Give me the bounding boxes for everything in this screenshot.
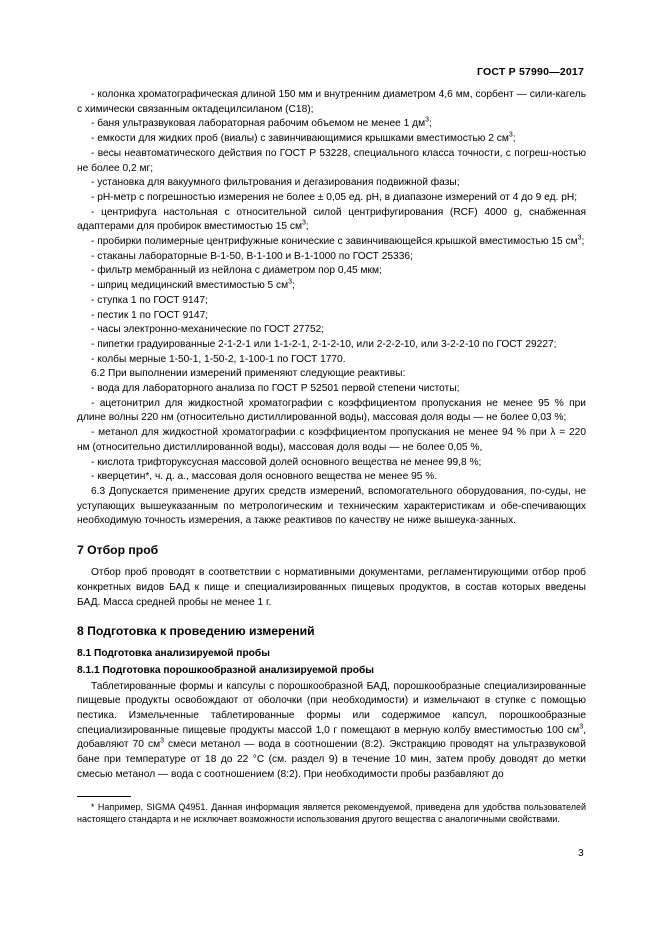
clause-6-3: 6.3 Допускается применение других средств измерений, вспомогательного оборудования, по-суды, не уступающих вышеуказанным по метрологическим и техническим характеристикам и обе-спечивающих необходимую точность измерения, а также реактивов по качеству не ниже вышеука-занных. — [77, 485, 586, 527]
page-number: 3 — [578, 848, 584, 859]
list-item: - ацетонитрил для жидкостной хроматографии с коэффициентом пропускания не менее 95 % при длине волны 220 нм (относительно дистиллированной воды), массовая доля воды — не более 0,03 %; — [77, 397, 586, 424]
section-7-heading: 7 Отбор проб — [77, 543, 159, 558]
list-item: - фильтр мембранный из нейлона с диаметром пор 0,45 мкм; — [91, 265, 382, 277]
list-item: - вода для лабораторного анализа по ГОСТ Р 52501 первой степени чистоты; — [91, 383, 460, 395]
clause-6-2: 6.2 При выполнении измерений применяют следующие реактивы: — [91, 368, 406, 380]
list-item: - часы электронно-механические по ГОСТ 27752; — [91, 324, 325, 336]
footnote-divider — [77, 796, 131, 797]
list-item: - установка для вакуумного фильтрования и дегазирования подвижной фазы; — [91, 177, 460, 189]
standard-number: ГОСТ Р 57990—2017 — [476, 66, 584, 78]
section-8-heading: 8 Подготовка к проведению измерений — [77, 624, 315, 639]
list-item: - колбы мерные 1-50-1, 1-50-2, 1-100-1 по ГОСТ 1770. — [91, 353, 346, 365]
list-item: - центрифуга настольная с относительной силой центрифугирования (RCF) 4000 g, снабженная адаптерами для пробирок вместимостью 15 $см^3$; — [77, 206, 586, 233]
list-item: - пипетки градуированные 2-1-2-1 или 1-1-2-1, 2-1-2-10, или 2-2-2-10, или 3-2-2-10 по ГОСТ 29227; — [91, 338, 557, 350]
document-body — [77, 88, 586, 783]
list-item: - шприц медицинский вместимостью 5 $см^3$; — [91, 278, 295, 292]
list-item: - колонка хроматографическая длиной 150 мм и внутренним диаметром 4,6 мм, сорбент — сили-кагель с химически связанным октадецилсиланом (С18); — [77, 89, 586, 115]
list-item: - стаканы лабораторные В-1-50, В-1-100 и В-1-1000 по ГОСТ 25336; — [91, 250, 413, 262]
list-item: - метанол для жидкостной хроматографии с коэффициентом пропускания не менее 94 % при λ = 220 нм (относительно дистиллированной воды), массовая доля воды — не более 0,05 %, — [77, 427, 586, 453]
subsection-8-1-1-heading: 8.1.1 Подготовка порошкообразной анализируемой пробы — [77, 664, 374, 676]
list-item: - кверцетин*, ч. д. а., массовая доля основного вещества не менее 95 %. — [91, 471, 438, 483]
subsection-8-1-heading: 8.1 Подготовка анализируемой пробы — [77, 648, 270, 660]
list-item: - баня ультразвуковая лабораторная рабочим объемом не менее 1 $дм^3$; — [91, 117, 432, 130]
list-item: - пестик 1 по ГОСТ 9147; — [91, 309, 209, 321]
section-7-text: Отбор проб проводят в соответствии с нормативными документами, регламентирующими отбор проб конкретных видов БАД к пище и специализированных пищевых продуктов, в состав которых введены БАД. Масса средней пробы не менее 1 г. — [77, 567, 586, 608]
list-item: - весы неавтоматического действия по ГОСТ Р 53228, специального класса точности, с погреш-ностью не более 0,2 мг; — [77, 147, 586, 174]
section-8-1-1-text: Таблетированные формы и капсулы с порошкообразной БАД, порошкообразные специализированные пищевые продукты освобождают от оболочки (при необходимости) и измельчают в ступке с помощью пестика. Измельченные таблетированные формы или содержимое капсул, порошкообразные специализированные пищевые продукты массой 1,0 г помещают в мерную колбу вместимостью 100 $см^3$, добавляют 70 $см^3$ смеси метанол — вода в соотношении (8:2). Экстракцию проводят на ультразвуковой бане при температуре от 18 до 22 °С (см. раздел 9) в течение 10 мин, затем пробу доводят до метки смесью метанол — вода с соотношением (8:2). При необходимости пробы разбавляют до — [77, 680, 586, 780]
list-item: - pH-метр с погрешностью измерения не более ± 0,05 ед. pH, в диапазоне измерений от 4 до 9 ед. pH; — [91, 191, 578, 203]
list-item: - емкости для жидких проб (виалы) с завинчивающимися крышками вместимостью 2 $см^3$; — [91, 131, 516, 145]
list-item: - кислота трифторуксусная массовой долей основного вещества не менее 99,8 %; — [91, 456, 482, 468]
list-item: - пробирки полимерные центрифужные конические с завинчивающейся крышкой вместимостью 15 $см^3$; — [91, 234, 585, 248]
list-item: - ступка 1 по ГОСТ 9147; — [91, 294, 208, 306]
footnote: * Например, SIGMA Q4951. Данная информация является рекомендуемой, приведена для удобства пользователей настоящего стандарта и не исключает возможности использования другого вещества с аналогичными свойствами. — [77, 802, 586, 825]
